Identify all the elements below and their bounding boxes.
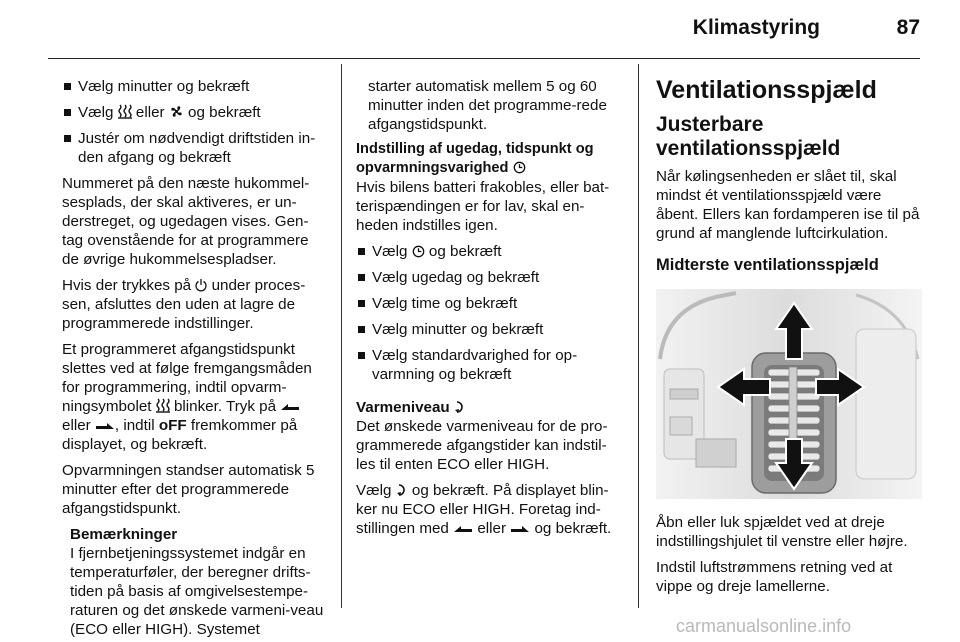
paragraph: Indstil luftstrømmens retning ved at vippe og dreje lamellerne. [656, 559, 893, 595]
header-rule [48, 58, 920, 59]
paragraph: Hvis der trykkes på under proces-sen, afsluttes den uden at lagre de programmerede indstillinger. [62, 277, 306, 332]
bullet-list [356, 242, 624, 384]
list-item: Vælg eller og bekræft [62, 103, 328, 122]
column-divider-1 [341, 64, 342, 608]
bullet-list [62, 77, 328, 167]
clock-icon [513, 161, 526, 174]
vent-illustration [656, 289, 922, 499]
right-button-icon [510, 523, 530, 535]
clock-icon [412, 245, 425, 258]
left-button-icon [453, 523, 473, 535]
list-item: Justér om nødvendigt driftstiden in-den afgang og bekræft [62, 129, 328, 167]
paragraph: starter automatisk mellem 5 og 60 minutter inden det programme-rede afgangstidspunkt. [368, 78, 607, 133]
section-heading: Indstilling af ugedag, tidspunkt og opvarmningsvarighed [356, 141, 594, 176]
note-title: Bemærkninger [70, 526, 178, 543]
note-text: I fjernbetjeningssystemet indgår en temperaturføler, der beregner drifts-tiden på basis af omgivelsestempe-raturen og det ønskede varmeni-veau (ECO eller HIGH). Systemet [70, 545, 324, 638]
heater-wavy-lines-icon [118, 104, 132, 119]
section-title: Klimastyring [692, 16, 820, 39]
section-heading: Varmeniveau [356, 398, 624, 417]
paragraph: Det ønskede varmeniveau for de pro-grammerede afgangstider kan indstil-les til enten ECO eller HIGH. [356, 418, 608, 473]
column-1 [62, 77, 328, 639]
list-item: Vælg minutter og bekræft [356, 320, 624, 339]
column-2 [356, 77, 624, 545]
page-number: 87 [896, 16, 920, 39]
right-button-icon [95, 420, 115, 432]
paragraph: Hvis bilens batteri frakobles, eller bat-terispændingen er for lav, skal en-heden indstilles igen. [356, 179, 610, 234]
heater-wavy-lines-icon [156, 398, 170, 413]
fan-icon [169, 104, 184, 119]
column-divider-2 [638, 64, 639, 608]
curved-arrow-icon [396, 483, 408, 497]
list-item: Vælg time og bekræft [356, 294, 624, 313]
left-button-icon [280, 401, 300, 413]
list-item: Vælg ugedag og bekræft [356, 268, 624, 287]
center-vent-drawing [656, 289, 922, 499]
paragraph: Vælg og bekræft. På displayet blin-ker nu ECO eller HIGH. Foretag ind-stillingen med eller og bekræft. [356, 482, 612, 537]
list-item: Vælg minutter og bekræft [62, 77, 328, 96]
sub-heading: Justerbare ventilationsspjæld [656, 113, 841, 160]
curved-arrow-icon [454, 400, 466, 414]
note-box [62, 525, 328, 639]
paragraph: Nummeret på den næste hukommel-sesplads, der skal aktiveres, er un-derstreget, og ugedagen vises. Gen-tag ovenstående for at programmere de øvrige hukommelsespladser. [62, 175, 310, 268]
power-icon [195, 278, 207, 292]
section-heading: Midterste ventilationsspjæld [656, 256, 879, 274]
column-3 [656, 76, 924, 603]
paragraph: Åbn eller luk spjældet ved at dreje indstillingshjulet til venstre eller højre. [656, 514, 908, 550]
paragraph: Opvarmningen standser automatisk 5 minutter efter det programmerede afgangstidspunkt. [62, 462, 315, 517]
paragraph: Et programmeret afgangstidspunkt slettes ved at følge fremgangsmåden for programmering, indtil opvarm-ningsymbolet blinker. Tryk på eller , indtil oFF fremkommer på displayet, og bekræft. [62, 341, 312, 453]
page-heading: Ventilationsspjæld [656, 76, 877, 104]
list-item: Vælg standardvarighed for op-varmning og bekræft [356, 346, 624, 384]
paragraph: Når kølingsenheden er slået til, skal mindst ét ventilationsspjæld være åbent. Ellers kan fordamperen ise til på grund af manglende luftcirkulation. [656, 168, 920, 242]
list-item: Vælg og bekræft [356, 242, 624, 261]
watermark: carmanualsonline.info [676, 616, 852, 636]
